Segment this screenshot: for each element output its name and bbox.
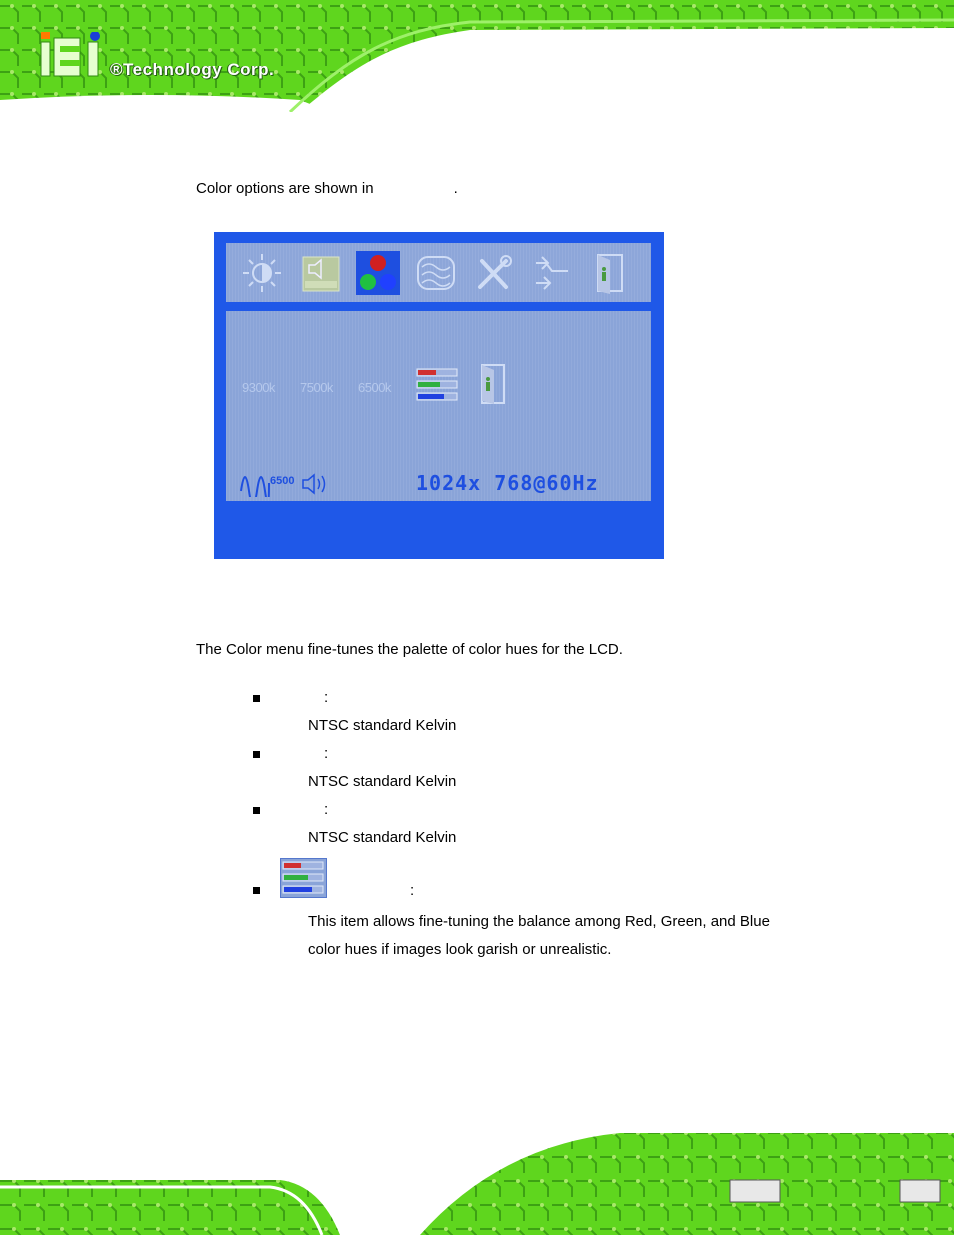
circuit-board-footer	[0, 1125, 954, 1235]
color-icon	[356, 251, 400, 295]
brand-name: ®Technology Corp.	[110, 60, 275, 79]
osd-color-submenu	[226, 311, 651, 501]
item-colon: :	[410, 882, 415, 899]
bullet	[253, 807, 260, 814]
input-select-icon	[530, 251, 574, 295]
item-colon: :	[324, 801, 329, 818]
item-6500k-desc: NTSC standard Kelvin	[308, 829, 457, 846]
item-9300k-desc: NTSC standard Kelvin	[308, 717, 457, 734]
item-colon: :	[324, 745, 329, 762]
iei-logo	[38, 32, 108, 78]
rgb-item-desc-line2: color hues if images look garish or unrealistic.	[308, 941, 612, 958]
bullet	[253, 887, 260, 894]
page-header	[0, 0, 954, 112]
option-9300k: 9300k	[242, 380, 275, 395]
resolution-readout: 1024x 768@60Hz	[416, 471, 599, 495]
brightness-icon	[240, 251, 284, 295]
page-footer	[0, 1125, 954, 1235]
exit-icon	[588, 251, 632, 295]
gamma-icon	[299, 251, 343, 295]
rgb-adjust-icon	[280, 858, 327, 898]
volume-icon	[300, 471, 330, 497]
item-colon: :	[324, 689, 329, 706]
tools-icon	[472, 251, 516, 295]
image-icon	[414, 251, 458, 295]
osd-menu-bar	[226, 243, 651, 302]
rgb-item-desc-line1: This item allows fine-tuning the balance among Red, Green, and Blue	[308, 913, 770, 930]
option-7500k: 7500k	[300, 380, 333, 395]
item-7500k-desc: NTSC standard Kelvin	[308, 773, 457, 790]
osd-color-menu-screenshot	[214, 232, 664, 559]
circuit-board-banner	[0, 0, 954, 112]
rgb-adjust-icon	[416, 367, 458, 403]
color-menu-description: The Color menu fine-tunes the palette of color hues for the LCD.	[196, 641, 623, 658]
bullet	[253, 695, 260, 702]
waveform-icon	[240, 471, 270, 497]
bullet	[253, 751, 260, 758]
intro-text: Color options are shown in .	[196, 180, 458, 197]
exit-door-icon	[478, 363, 508, 405]
color-temp-status: 6500	[270, 475, 295, 487]
option-6500k: 6500k	[358, 380, 391, 395]
